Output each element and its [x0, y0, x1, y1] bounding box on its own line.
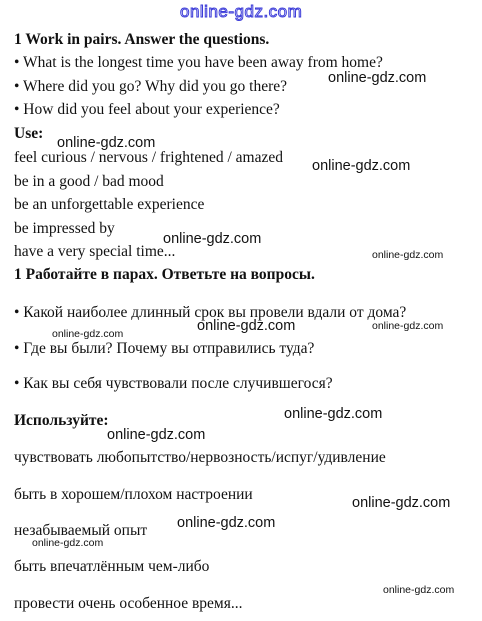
english-question: • What is the longest time you have been away from home? [14, 54, 383, 71]
english-use-label: Use: [14, 125, 44, 142]
russian-phrase: чувствовать любопытство/нервозность/испуг/удивление [14, 449, 386, 466]
russian-phrase: незабываемый опыт [14, 522, 148, 539]
watermark: online-gdz.com [372, 249, 444, 261]
watermark: online-gdz.com [284, 406, 383, 422]
russian-heading: 1 Работайте в парах. Ответьте на вопросы. [14, 266, 315, 283]
watermark: online-gdz.com [52, 328, 124, 340]
watermark: online-gdz.com [163, 231, 262, 247]
watermark: online-gdz.com [177, 515, 276, 531]
english-phrase: be impressed by [14, 220, 115, 237]
russian-question: • Какой наиболее длинный срок вы провели вдали от дома? [14, 304, 407, 321]
english-phrase: have a very special time... [14, 243, 176, 260]
watermark-header: online-gdz.com [180, 2, 303, 21]
watermark: online-gdz.com [107, 427, 206, 443]
english-phrase: be an unforgettable experience [14, 196, 205, 213]
russian-phrase: быть впечатлённым чем-либо [14, 558, 210, 575]
watermark: online-gdz.com [32, 537, 104, 549]
russian-question: • Где вы были? Почему вы отправились туда? [14, 340, 315, 357]
watermark: online-gdz.com [372, 320, 444, 332]
russian-phrase: провести очень особенное время... [14, 595, 243, 612]
russian-use-label: Используйте: [14, 412, 109, 429]
russian-question: • Как вы себя чувствовали после случившегося? [14, 375, 333, 392]
english-question: • Where did you go? Why did you go there? [14, 78, 288, 95]
english-phrase: feel curious / nervous / frightened / amazed [14, 149, 283, 166]
english-heading: 1 Work in pairs. Answer the questions. [14, 31, 270, 48]
english-question: • How did you feel about your experience? [14, 101, 280, 118]
watermark: online-gdz.com [328, 70, 427, 86]
watermark: online-gdz.com [57, 135, 156, 151]
watermark: online-gdz.com [197, 318, 296, 334]
english-phrase: be in a good / bad mood [14, 173, 164, 190]
watermark: online-gdz.com [352, 495, 451, 511]
watermark: online-gdz.com [312, 158, 411, 174]
russian-phrase: быть в хорошем/плохом настроении [14, 486, 253, 503]
watermark: online-gdz.com [383, 584, 455, 596]
